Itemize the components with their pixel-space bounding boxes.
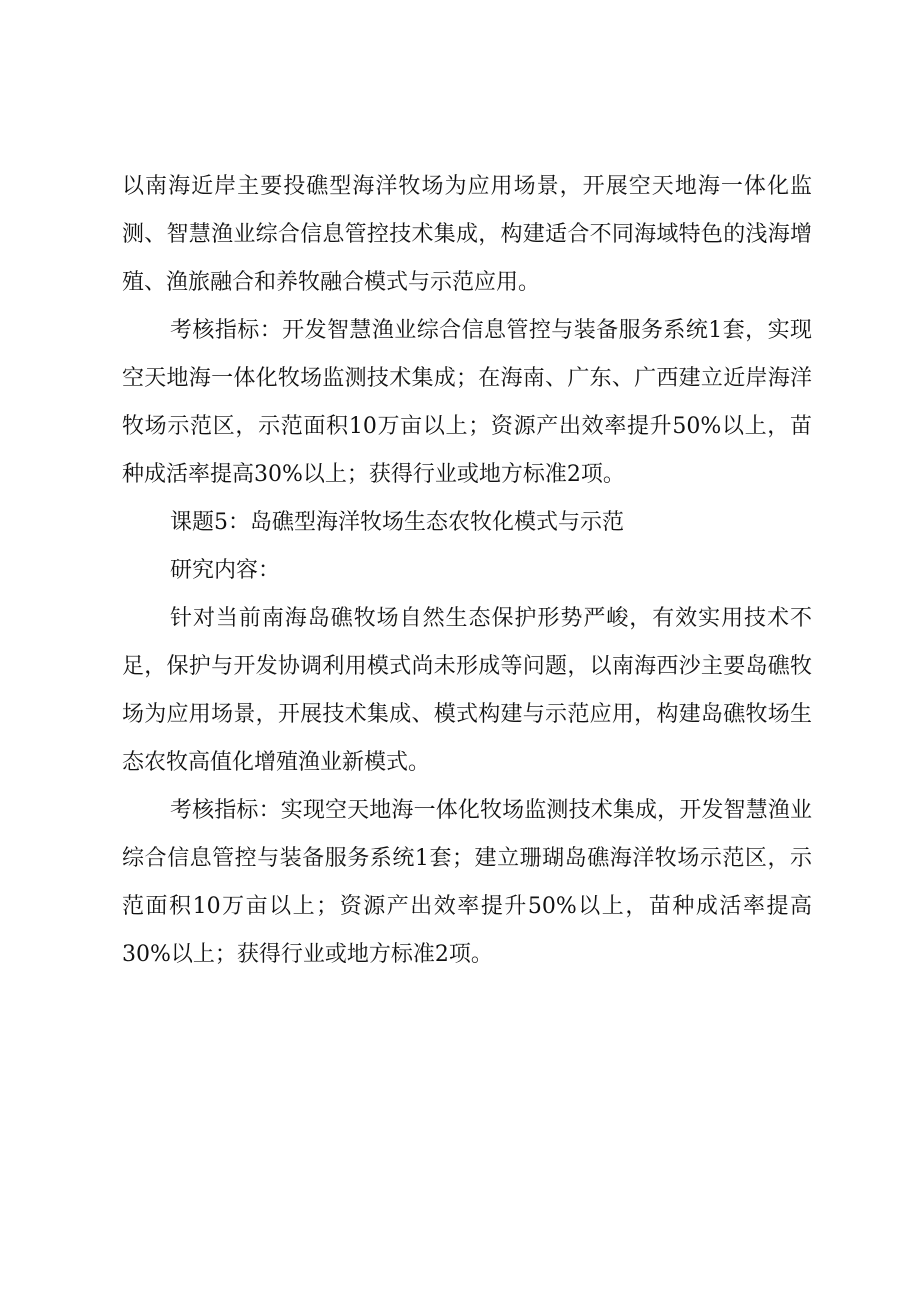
paragraph-topic-5-title: 课题5：岛礁型海洋牧场生态农牧化模式与示范 <box>170 510 624 535</box>
document-body <box>122 163 812 979</box>
paragraph-assessment-indicators-5: 考核指标：实现空天地海一体化牧场监测技术集成，开发智慧渔业综合信息管控与装备服务系统1套；建立珊瑚岛礁海洋牧场示范区，示范面积10万亩以上；资源产出效率提升50%以上，苗种成活率提高30%以上；获得行业或地方标准2项。 <box>122 798 812 967</box>
paragraph-research-content-heading: 研究内容： <box>170 558 281 583</box>
paragraph-scenario-intro: 以南海近岸主要投礁型海洋牧场为应用场景，开展空天地海一体化监测、智慧渔业综合信息管控技术集成，构建适合不同海域特色的浅海增殖、渔旅融合和养牧融合模式与示范应用。 <box>122 174 812 295</box>
paragraph-assessment-indicators-4: 考核指标：开发智慧渔业综合信息管控与装备服务系统1套，实现空天地海一体化牧场监测技术集成；在海南、广东、广西建立近岸海洋牧场示范区，示范面积10万亩以上；资源产出效率提升50%以上，苗种成活率提高30%以上；获得行业或地方标准2项。 <box>122 318 812 487</box>
paragraph-research-content: 针对当前南海岛礁牧场自然生态保护形势严峻，有效实用技术不足，保护与开发协调利用模式尚未形成等问题，以南海西沙主要岛礁牧场为应用场景，开展技术集成、模式构建与示范应用，构建岛礁牧场生态农牧高值化增殖渔业新模式。 <box>122 606 812 775</box>
